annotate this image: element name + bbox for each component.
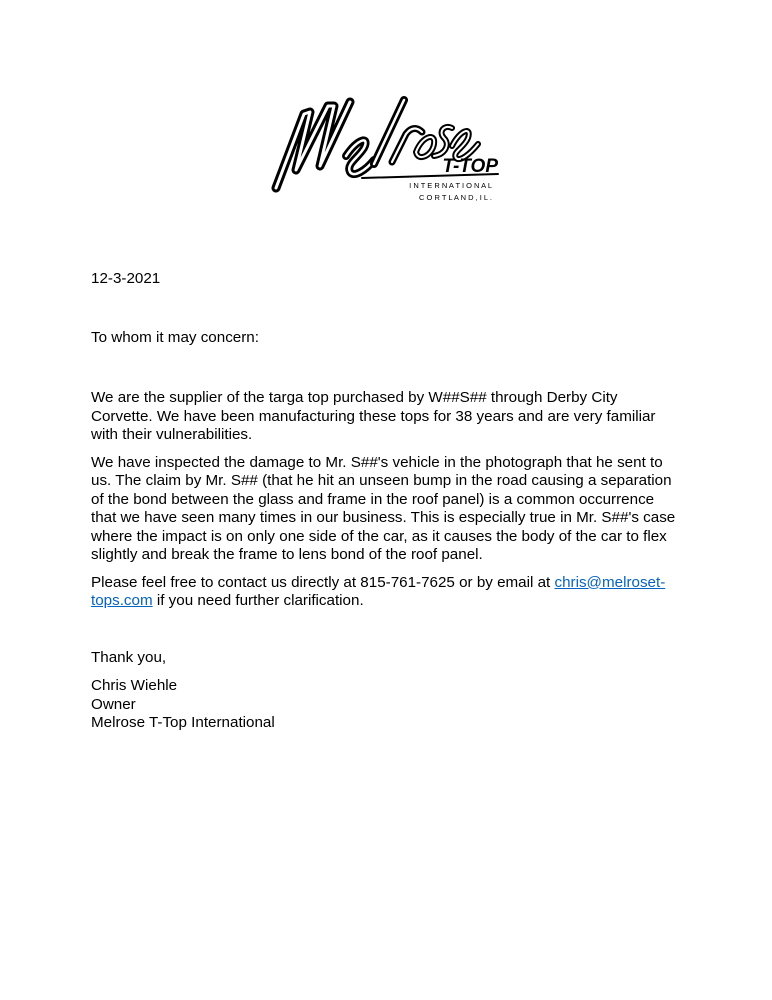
paragraph-line xyxy=(91,574,691,593)
letter-body xyxy=(91,270,691,733)
paragraph-supplier xyxy=(91,389,691,445)
logo-international-text: I N T E R N A T I O N A L xyxy=(409,181,492,190)
paragraph-line xyxy=(91,592,691,611)
paragraph-line: We have inspected the damage to Mr. S##'s vehicle in the photograph that he sent to xyxy=(91,453,663,471)
logo-ttop-text: T-TOP xyxy=(442,156,498,177)
paragraph-inspection xyxy=(91,454,691,565)
paragraph-line: that we have seen many times in our business. This is especially true in Mr. S##'s case xyxy=(91,509,676,526)
contact-text: Please feel free to contact us directly at 815-761-7625 or by email at xyxy=(91,573,555,591)
email-link-part2[interactable]: tops.com xyxy=(91,592,153,609)
letter-salutation: To whom it may concern: xyxy=(91,328,259,346)
logo-location-text: C O R T L A N D , I L . xyxy=(419,193,492,202)
paragraph-line: We are the supplier of the targa top purchased by W##S## through Derby City xyxy=(91,389,618,406)
signature-title: Owner xyxy=(91,695,136,713)
paragraph-line: with their vulnerabilities. xyxy=(91,426,253,443)
email-link-part1[interactable]: chris@melroset- xyxy=(554,573,666,591)
paragraph-line: of the bond between the glass and frame in the roof panel) is a common occurrence xyxy=(91,490,655,508)
paragraph-line: where the impact is on only one side of the car, as it causes the body of the car to flex xyxy=(91,527,667,545)
paragraph-line: us. The claim by Mr. S## (that he hit an unseen bump in the road causing a separation xyxy=(91,472,672,489)
paragraph-contact xyxy=(91,574,691,611)
signature-block xyxy=(91,677,691,733)
signature-company: Melrose T-Top International xyxy=(91,714,275,731)
paragraph-line: Corvette. We have been manufacturing these tops for 38 years and are very familiar xyxy=(91,407,656,425)
melrose-logo xyxy=(266,92,506,210)
letter-date: 12-3-2021 xyxy=(91,270,161,287)
contact-text-end: if you need further clarification. xyxy=(152,592,364,609)
signature-name: Chris Wiehle xyxy=(91,677,178,694)
letter-closing: Thank you, xyxy=(91,648,167,666)
paragraph-line: slightly and break the frame to lens bond of the roof panel. xyxy=(91,546,483,563)
